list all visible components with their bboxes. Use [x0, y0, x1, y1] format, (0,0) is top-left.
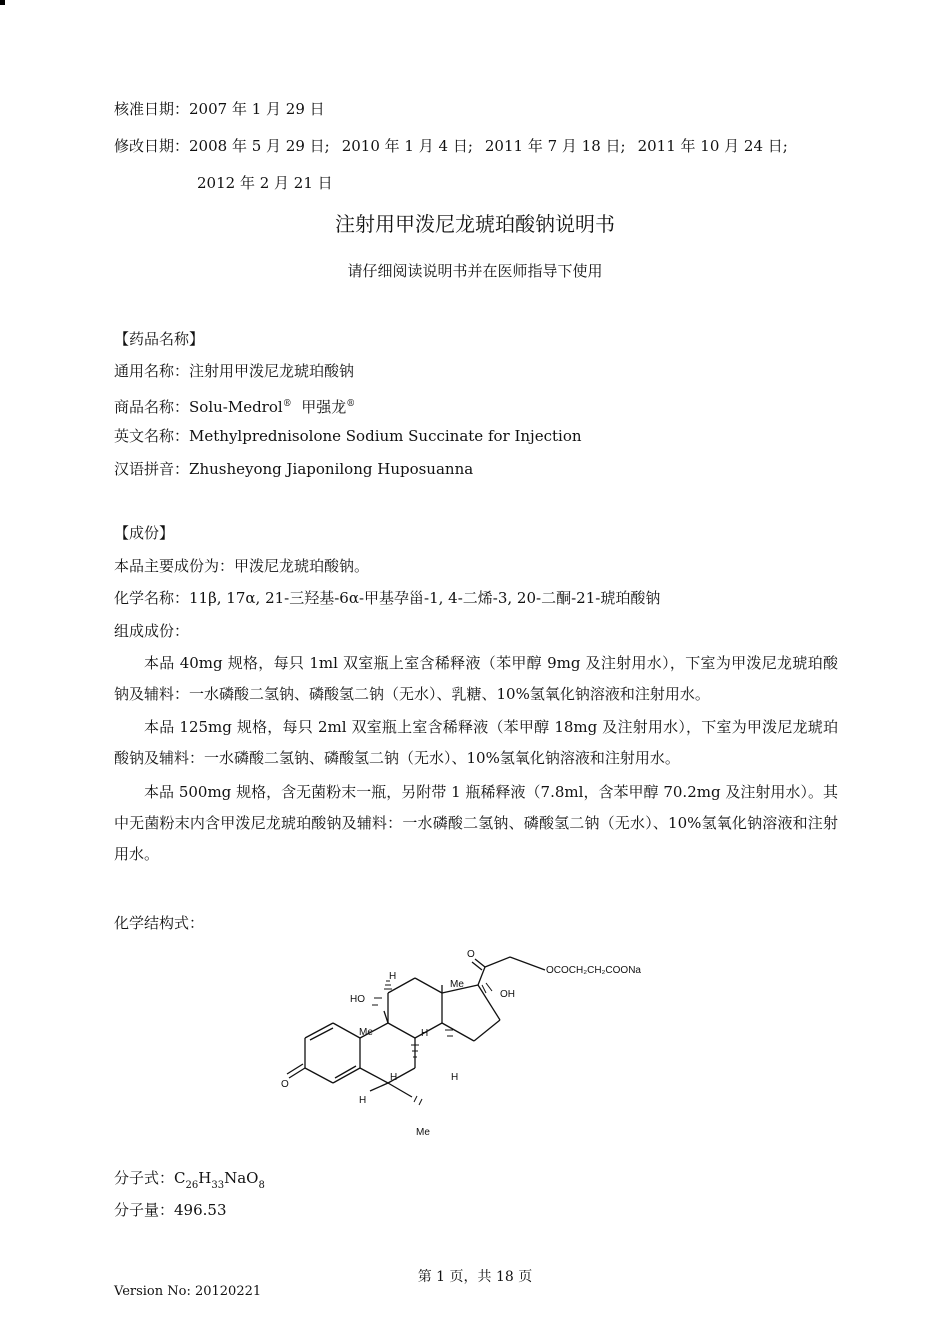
revision-date-line: [114, 136, 788, 156]
structure-label: 化学结构式：: [114, 914, 205, 932]
main-ingredient: 本品主要成份为：甲泼尼龙琥珀酸钠。: [114, 557, 370, 575]
composition-group-label: 组成成份：: [114, 622, 190, 640]
formula-h: H: [198, 1169, 212, 1187]
pinyin-name-label: 汉语拼音：: [114, 460, 190, 478]
approval-date-line: [114, 99, 325, 119]
atom-side-chain: OCOCH₂CH₂COONa: [546, 965, 641, 976]
chemical-name-label: 化学名称：: [114, 589, 190, 607]
document-title: 注射用甲泼尼龙琥珀酸钠说明书: [335, 212, 615, 236]
chemical-structure-diagram: [270, 945, 690, 1155]
revision-date-3: 2011 年 7 月 18 日;: [484, 137, 626, 155]
atom-h-c11: H: [389, 971, 397, 982]
composition-heading: 【成份】: [114, 524, 175, 542]
drug-name-heading: 【药品名称】: [114, 330, 205, 348]
chemical-name: 11β, 17α, 21-三羟基-6α-甲基孕甾-1, 4-二烯-3, 20-二酮-21-琥珀酸钠: [189, 589, 661, 607]
atom-h-c8: H: [421, 1028, 429, 1039]
revision-date-4: 2011 年 10 月 24 日;: [637, 137, 788, 155]
trade-name-label: 商品名称：: [114, 398, 190, 416]
generic-name: 注射用甲泼尼龙琥珀酸钠: [189, 362, 355, 380]
revision-date-last: 2012 年 2 月 21 日: [197, 174, 333, 192]
page-number: 第 1 页，共 18 页: [417, 1269, 533, 1285]
molecular-formula-label: 分子式：: [114, 1169, 175, 1187]
molecular-formula-line: [114, 1168, 265, 1196]
formula-c-count: 26: [185, 1180, 199, 1191]
trade-name-line: [114, 394, 355, 417]
atom-oh: OH: [500, 989, 515, 1000]
revision-date-1: 2008 年 5 月 29 日;: [189, 137, 330, 155]
trade-name-1: Solu-Medrol: [189, 398, 283, 416]
formula-c: C: [174, 1169, 186, 1187]
approval-date: 2007 年 1 月 29 日: [189, 100, 325, 118]
formula-o-count: 8: [258, 1180, 265, 1191]
paragraph-40mg: 本品 40mg 规格，每只 1ml 双室瓶上室含稀释液（苯甲醇 9mg 及注射用水），下室为甲泼尼龙琥珀酸钠及辅料：一水磷酸二氢钠、磷酸氢二钠（无水）、乳糖、10%氢氧化钠溶液和注射用水。: [114, 654, 838, 703]
formula-nao: NaO: [224, 1169, 259, 1187]
atom-me-c19: Me: [359, 1027, 373, 1038]
paragraph-500mg: 本品 500mg 规格，含无菌粉末一瓶，另附带 1 瓶稀释液（7.8ml，含苯甲醇 70.2mg 及注射用水）。其中无菌粉末内含甲泼尼龙琥珀酸钠及辅料：一水磷酸二氢钠、磷酸氢二钠（无水）、10%氢氧化钠溶液和注射用水。: [114, 783, 838, 863]
atom-h-c9: H: [390, 1072, 398, 1083]
atom-h-c14: H: [451, 1072, 459, 1083]
revision-date-2: 2010 年 1 月 4 日;: [341, 137, 473, 155]
molecular-weight-label: 分子量：: [114, 1201, 175, 1219]
english-name: Methylprednisolone Sodium Succinate for Injection: [189, 427, 582, 445]
atom-o-carbonyl: O: [467, 949, 475, 960]
formula-h-count: 33: [211, 1180, 225, 1191]
atom-me-c6: Me: [416, 1127, 430, 1138]
document-subtitle: 请仔细阅读说明书并在医师指导下使用: [347, 262, 603, 280]
pinyin-name-line: [114, 459, 473, 479]
registered-mark: ®: [282, 399, 292, 409]
atom-h-c6: H: [359, 1095, 367, 1106]
atom-o-keto: O: [281, 1079, 289, 1090]
atom-ho: HO: [350, 994, 365, 1005]
english-name-line: [114, 426, 582, 446]
pinyin-name: Zhusheyong Jiaponilong Huposuanna: [189, 460, 474, 478]
atom-me-c18: Me: [450, 979, 464, 990]
molecular-weight-line: [114, 1200, 227, 1220]
trade-name-2: 甲强龙: [301, 398, 347, 416]
english-name-label: 英文名称：: [114, 427, 190, 445]
version-number: Version No: 20120221: [114, 1284, 262, 1299]
generic-name-line: [114, 361, 354, 381]
generic-name-label: 通用名称：: [114, 362, 190, 380]
molecular-weight: 496.53: [174, 1201, 227, 1219]
approval-label: 核准日期：: [114, 100, 190, 118]
chemical-name-line: [114, 588, 660, 608]
registered-mark: ®: [346, 399, 356, 409]
paragraph-125mg: 本品 125mg 规格，每只 2ml 双室瓶上室含稀释液（苯甲醇 18mg 及注射用水），下室为甲泼尼龙琥珀酸钠及辅料：一水磷酸二氢钠、磷酸氢二钠（无水）、10%氢氧化钠溶液和注射用水。: [114, 718, 838, 767]
revision-label: 修改日期：: [114, 137, 190, 155]
corner-mark: [0, 0, 5, 5]
